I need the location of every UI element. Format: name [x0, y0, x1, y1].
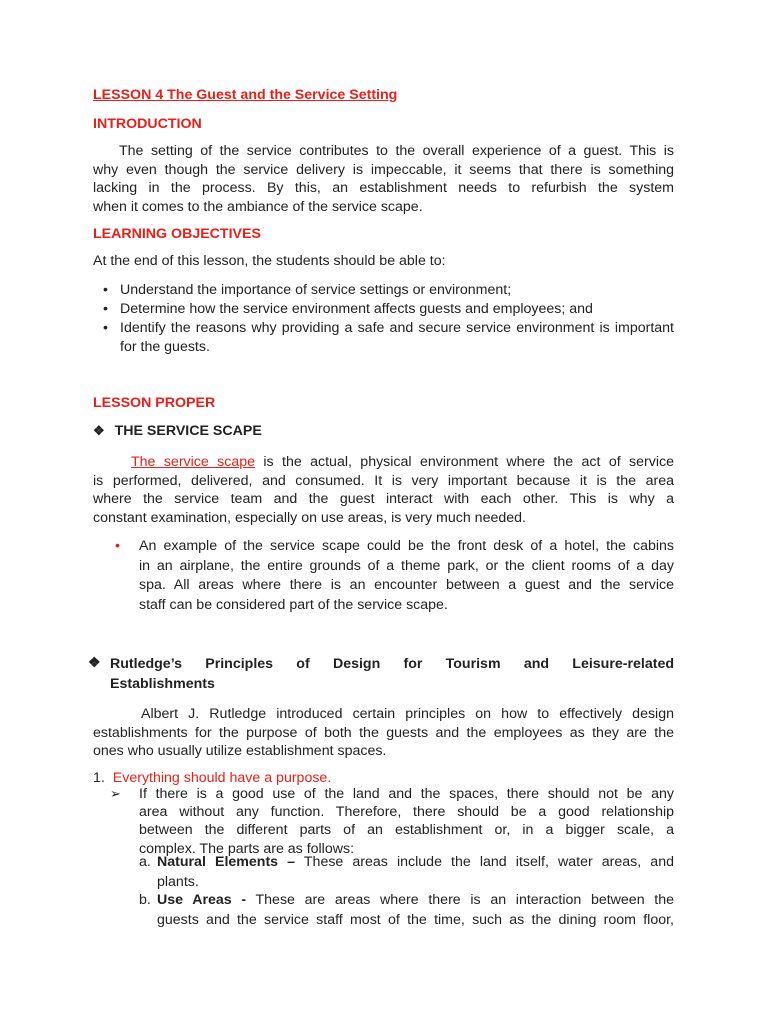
intro-line: The setting of the service contributes to the overall experience of a guest. This is	[119, 143, 674, 159]
principle-number: 1.	[93, 770, 105, 786]
learning-objectives-heading: LEARNING OBJECTIVES	[93, 226, 261, 242]
service-scape-heading: ❖ THE SERVICE SCAPE	[93, 423, 262, 439]
lesson-title: LESSON 4 The Guest and the Service Setting	[93, 87, 398, 103]
arrow-bullet-icon: ➢	[110, 786, 121, 801]
bullet-icon: •	[103, 301, 108, 317]
list-item: • Identify the reasons why providing a safe and secure service environment is important for the guests.	[103, 320, 674, 355]
list-item: • Determine how the service environment affects guests and employees; and	[103, 301, 593, 317]
lesson-proper-heading: LESSON PROPER	[93, 395, 216, 411]
part-term: Natural Elements –	[157, 854, 296, 870]
intro-line: lacking in the process. By this, an establishment needs to refurbish the system	[93, 180, 674, 197]
introduction-heading: INTRODUCTION	[93, 116, 202, 132]
diamond-bullet-icon: ❖	[93, 423, 105, 438]
introduction-paragraph	[93, 142, 674, 217]
principle-title: Everything should have a purpose.	[112, 770, 332, 786]
bullet-icon: •	[103, 320, 108, 336]
rutledge-paragraph: Albert J. Rutledge introduced certain principles on how to effectively design establishments for the purpose of both the guests and the employees as they are the ones who usually utilize establishment spaces.	[93, 706, 674, 760]
red-bullet-icon: •	[115, 538, 120, 554]
part-letter: a.	[139, 854, 151, 870]
list-item: • Understand the importance of service settings or environment;	[103, 282, 512, 298]
bullet-icon: •	[103, 282, 108, 298]
objectives-list	[93, 281, 674, 356]
service-scape-term: The service scape	[131, 454, 256, 470]
intro-line: when it comes to the ambiance of the service scape.	[93, 199, 423, 216]
part-term: Use Areas -	[157, 892, 247, 908]
service-scape-paragraph: The service scape is the actual, physical environment where the act of service is performed, delivered, and consumed. It is very important because it is the area where the service team and the guest interact with each other. This is why a constant examination, especially on use areas, is very much needed.	[93, 454, 674, 526]
objectives-lead: At the end of this lesson, the students should be able to:	[93, 253, 446, 269]
diamond-bullet-icon: ❖	[88, 655, 101, 671]
part-letter: b.	[139, 892, 151, 908]
intro-line: why even though the service delivery is impeccable, it seems that there is something	[93, 161, 674, 178]
